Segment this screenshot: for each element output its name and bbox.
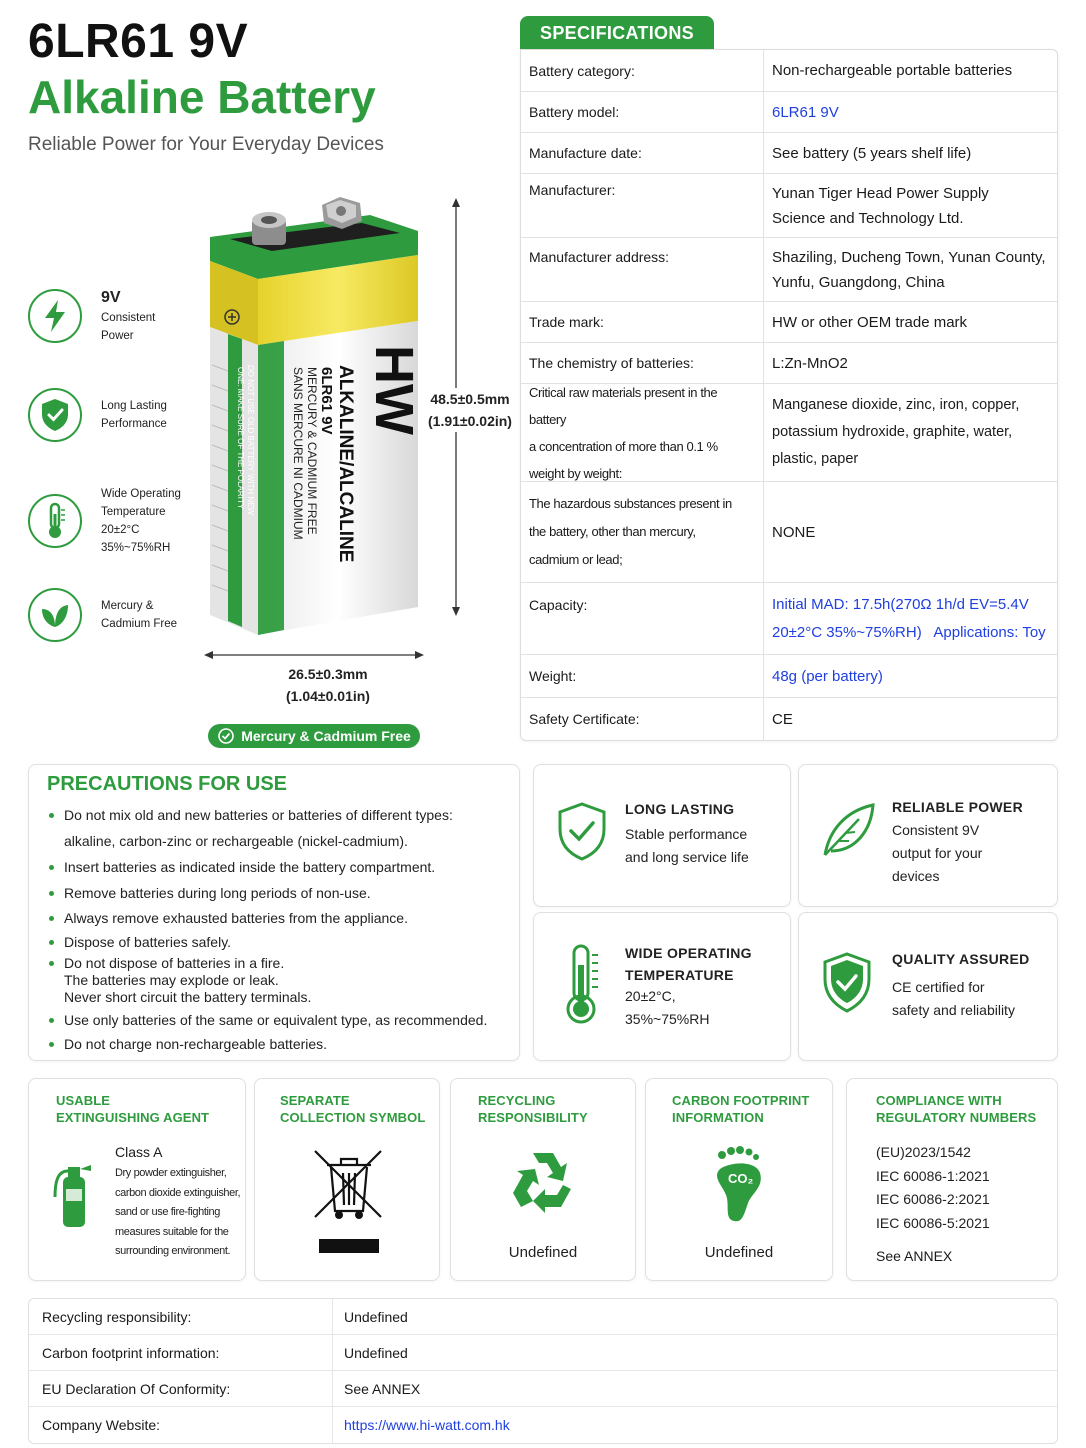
feature-card-title: TEMPERATURE bbox=[625, 967, 734, 983]
spec-key: Weight: bbox=[521, 655, 764, 697]
battery-label-line3: MERCURY & CADMIUM FREE bbox=[305, 367, 319, 535]
spec-value: See battery (5 years shelf life) bbox=[772, 144, 972, 162]
spec-key: a concentration of more than 0.1 % bbox=[529, 438, 718, 454]
spec-key: Critical raw materials present in the battery bbox=[529, 384, 718, 427]
battery-brand-logo: HW bbox=[364, 345, 424, 435]
card-title: EXTINGUISHING AGENT bbox=[56, 1110, 210, 1125]
feature-line: 35%~75%RH bbox=[101, 542, 171, 554]
info-key: Recycling responsibility: bbox=[29, 1299, 333, 1334]
spec-value: Non-rechargeable portable batteries bbox=[772, 62, 1013, 79]
feature-card-desc: CE certified for bbox=[892, 979, 985, 995]
precaution-item: Do not dispose of batteries in a fire. bbox=[47, 955, 487, 972]
feature-card-long-lasting bbox=[533, 764, 791, 907]
recycle-icon bbox=[507, 1149, 579, 1219]
width-mm-label: 26.5±0.3mm bbox=[288, 666, 368, 682]
precaution-item: Do not mix old and new batteries or batteries of different types: bbox=[47, 807, 487, 824]
spec-key: the battery, other than mercury, bbox=[529, 524, 696, 539]
specifications-tab: SPECIFICATIONS bbox=[520, 16, 714, 50]
precautions-list bbox=[47, 807, 487, 1053]
compliance-card bbox=[846, 1078, 1058, 1281]
feature-line: Wide Operating bbox=[101, 488, 181, 500]
info-key: EU Declaration Of Conformity: bbox=[29, 1371, 333, 1406]
mercury-free-badge bbox=[208, 724, 420, 748]
feature-line: 20±2°C bbox=[101, 524, 140, 536]
info-row bbox=[29, 1371, 1057, 1407]
spec-key: The chemistry of batteries: bbox=[521, 343, 764, 383]
spec-value: Manganese dioxide, zinc, iron, copper, bbox=[772, 397, 1020, 413]
spec-key: Capacity: bbox=[521, 583, 764, 654]
extinguisher-line: surrounding environment. bbox=[115, 1245, 231, 1257]
feature-title: 9V bbox=[101, 289, 121, 306]
extinguisher-line: Dry powder extinguisher, bbox=[115, 1167, 227, 1179]
spec-value: potassium hydroxide, graphite, water, bbox=[772, 424, 1013, 440]
positive-terminal-center bbox=[336, 206, 346, 216]
co2-label: CO₂ bbox=[728, 1171, 754, 1186]
company-website-link[interactable]: https://www.hi-watt.com.hk bbox=[344, 1417, 510, 1433]
spec-value: plastic, paper bbox=[772, 451, 859, 467]
spec-key: Manufacture date: bbox=[521, 133, 764, 173]
fire-extinguisher-icon bbox=[51, 1159, 95, 1229]
spec-key: Trade mark: bbox=[521, 302, 764, 342]
height-in-label: (1.91±0.02in) bbox=[428, 413, 512, 429]
lightning-icon bbox=[28, 289, 82, 343]
carbon-footprint-value: Undefined bbox=[704, 1244, 774, 1261]
product-title-model: 6LR61 9V bbox=[28, 15, 249, 68]
spec-value: Yunan Tiger Head Power Supply bbox=[772, 184, 989, 202]
card-title: REGULATORY NUMBERS bbox=[876, 1110, 1037, 1125]
battery-illustration bbox=[200, 195, 430, 655]
spec-key: Battery model: bbox=[521, 92, 764, 132]
feature-card-desc: output for your bbox=[892, 845, 983, 861]
thermometer-icon bbox=[560, 943, 606, 1027]
info-row bbox=[29, 1299, 1057, 1335]
badge-label: Mercury & Cadmium Free bbox=[241, 728, 411, 744]
feature-card-desc: Consistent 9V bbox=[892, 822, 980, 838]
feature-9v-power bbox=[28, 287, 155, 345]
spec-row bbox=[521, 302, 1057, 343]
leaf-icon bbox=[28, 588, 82, 642]
regulation-number: (EU)2023/1542 bbox=[876, 1144, 971, 1160]
spec-key: Manufacturer address: bbox=[521, 238, 764, 301]
feature-line: Mercury & bbox=[101, 600, 154, 612]
precautions-title: PRECAUTIONS FOR USE bbox=[47, 773, 288, 795]
precaution-item-cont: The batteries may explode or leak. bbox=[64, 972, 279, 988]
negative-terminal-hole bbox=[261, 216, 277, 224]
spec-key: Safety Certificate: bbox=[521, 698, 764, 740]
info-table bbox=[28, 1298, 1058, 1444]
specifications-table bbox=[520, 49, 1058, 741]
precaution-item: Insert batteries as indicated inside the battery compartment. bbox=[47, 859, 487, 876]
card-title: COLLECTION SYMBOL bbox=[280, 1110, 426, 1125]
spec-row bbox=[521, 482, 1057, 583]
regulation-number: IEC 60086-5:2021 bbox=[876, 1214, 990, 1231]
card-title: CARBON FOOTPRINT bbox=[672, 1093, 810, 1108]
feature-card-title: QUALITY ASSURED bbox=[892, 951, 1030, 967]
feature-card-title: WIDE OPERATING bbox=[625, 945, 752, 961]
height-mm-label: 48.5±0.5mm bbox=[430, 391, 510, 407]
precaution-item: Always remove exhausted batteries from the appliance. bbox=[47, 910, 487, 927]
spec-row bbox=[521, 698, 1057, 740]
spec-row bbox=[521, 50, 1057, 92]
spec-row bbox=[521, 174, 1057, 238]
spec-row bbox=[521, 655, 1057, 698]
thermometer-icon bbox=[28, 494, 82, 548]
feature-line: Consistent bbox=[101, 312, 156, 324]
feature-wide-temperature bbox=[28, 485, 181, 557]
spec-value: Shaziling, Ducheng Town, Yunan County, bbox=[772, 248, 1046, 266]
spec-row bbox=[521, 583, 1057, 655]
battery-green-strip-right bbox=[258, 341, 284, 635]
info-value: Undefined bbox=[344, 1308, 408, 1325]
precaution-item: Use only batteries of the same or equivalent type, as recommended. bbox=[47, 1012, 487, 1029]
spec-row bbox=[521, 238, 1057, 302]
card-title: RECYCLING bbox=[478, 1093, 556, 1108]
spec-value: 6LR61 9V bbox=[772, 103, 839, 121]
spec-value: NONE bbox=[772, 523, 816, 541]
spec-key: Battery category: bbox=[521, 50, 764, 91]
regulation-number: IEC 60086-1:2021 bbox=[876, 1167, 990, 1184]
feature-card-desc: devices bbox=[892, 868, 940, 884]
spec-value: L:Zn-MnO2 bbox=[772, 354, 848, 372]
spec-value: Yunfu, Guangdong, China bbox=[772, 273, 945, 291]
spec-key: cadmium or lead; bbox=[529, 552, 623, 567]
spec-value: CE bbox=[772, 710, 793, 728]
info-row bbox=[29, 1335, 1057, 1371]
spec-key: weight by weight: bbox=[529, 465, 622, 481]
feature-card-title: LONG LASTING bbox=[625, 801, 735, 817]
feature-line: Temperature bbox=[101, 506, 166, 518]
spec-row bbox=[521, 133, 1057, 174]
precaution-item: Do not charge non-rechargeable batteries. bbox=[47, 1036, 487, 1053]
feature-line: Long Lasting bbox=[101, 400, 167, 412]
crossed-bin-icon bbox=[313, 1149, 385, 1255]
product-title-type: Alkaline Battery bbox=[28, 71, 376, 123]
info-value: See ANNEX bbox=[344, 1380, 421, 1397]
card-title: USABLE bbox=[56, 1093, 111, 1108]
card-title: INFORMATION bbox=[672, 1110, 764, 1125]
feature-card-reliable-power bbox=[798, 764, 1058, 907]
extinguisher-line: carbon dioxide extinguisher, bbox=[115, 1186, 241, 1199]
recycling-value: Undefined bbox=[508, 1244, 578, 1261]
spec-row bbox=[521, 384, 1057, 482]
collection-symbol-card bbox=[254, 1078, 440, 1281]
precaution-item: Remove batteries during long periods of non-use. bbox=[47, 885, 487, 902]
shield-check-icon bbox=[28, 388, 82, 442]
feature-mercury-free bbox=[28, 588, 177, 642]
precaution-item: Dispose of batteries safely. bbox=[47, 934, 487, 951]
footprint-co2-icon bbox=[712, 1145, 768, 1225]
width-dimension-arrow bbox=[204, 645, 424, 665]
shield-check-icon bbox=[821, 951, 873, 1015]
shield-check-icon bbox=[556, 801, 608, 863]
spec-value: Initial MAD: 17.5h(270Ω 1h/d EV=5.4V bbox=[772, 595, 1029, 613]
battery-label-model: 6LR61 9V bbox=[318, 367, 335, 435]
compliance-annex: See ANNEX bbox=[876, 1248, 953, 1264]
width-in-label: (1.04±0.01in) bbox=[286, 688, 370, 704]
feature-line: Cadmium Free bbox=[101, 618, 178, 630]
card-title: SEPARATE bbox=[280, 1093, 350, 1108]
precaution-item-cont: Never short circuit the battery terminals. bbox=[64, 989, 312, 1005]
spec-value: HW or other OEM trade mark bbox=[772, 313, 968, 331]
spec-key: Manufacturer: bbox=[521, 174, 764, 237]
feature-long-lasting bbox=[28, 388, 167, 442]
precaution-item-cont: alkaline, carbon-zinc or rechargeable (nickel-cadmium). bbox=[64, 833, 408, 849]
info-key: Company Website: bbox=[29, 1407, 333, 1443]
battery-label-main: ALKALINE/ALCALINE bbox=[335, 365, 356, 563]
feature-card-desc: 20±2°C, bbox=[625, 988, 676, 1004]
precautions-card bbox=[28, 764, 520, 1061]
feature-card-quality-assured bbox=[798, 912, 1058, 1061]
battery-warning-1: DO NOT USE OLD BATTERY WITH NEW bbox=[246, 365, 255, 516]
extinguisher-line: sand or use fire-fighting bbox=[115, 1206, 220, 1218]
extinguisher-line: measures suitable for the bbox=[115, 1225, 229, 1238]
spec-value: 20±2°C 35%~75%RH) Applications: Toy bbox=[772, 623, 1046, 641]
leaf-icon bbox=[819, 801, 877, 861]
feature-card-wide-temperature bbox=[533, 912, 791, 1061]
extinguisher-class: Class A bbox=[115, 1144, 163, 1160]
info-value: Undefined bbox=[344, 1344, 408, 1361]
info-key: Carbon footprint information: bbox=[29, 1335, 333, 1370]
feature-card-title: RELIABLE POWER bbox=[892, 799, 1023, 815]
spec-key: The hazardous substances present in bbox=[529, 496, 732, 511]
battery-label-line4: SANS MERCURE NI CADMIUM bbox=[291, 367, 305, 540]
spec-row bbox=[521, 92, 1057, 133]
feature-line: Performance bbox=[101, 418, 167, 430]
spec-value: Science and Technology Ltd. bbox=[772, 209, 964, 227]
info-row bbox=[29, 1407, 1057, 1443]
recycling-card bbox=[450, 1078, 636, 1281]
regulation-number: IEC 60086-2:2021 bbox=[876, 1191, 990, 1207]
spec-value: 48g (per battery) bbox=[772, 667, 883, 685]
feature-card-desc: and long service life bbox=[625, 849, 749, 865]
battery-warning-2: ONE. MAKE SURE OF THE POLARITY bbox=[236, 367, 245, 510]
product-subtitle: Reliable Power for Your Everyday Devices bbox=[28, 134, 384, 155]
check-circle-icon bbox=[217, 727, 235, 745]
card-title: COMPLIANCE WITH bbox=[876, 1093, 1002, 1108]
extinguishing-agent-card bbox=[28, 1078, 246, 1281]
feature-line: Power bbox=[101, 330, 134, 342]
feature-card-desc: safety and reliability bbox=[892, 1002, 1015, 1018]
feature-card-desc: Stable performance bbox=[625, 826, 748, 842]
card-title: RESPONSIBILITY bbox=[478, 1110, 588, 1125]
carbon-footprint-card bbox=[645, 1078, 833, 1281]
feature-card-desc: 35%~75%RH bbox=[625, 1011, 710, 1027]
